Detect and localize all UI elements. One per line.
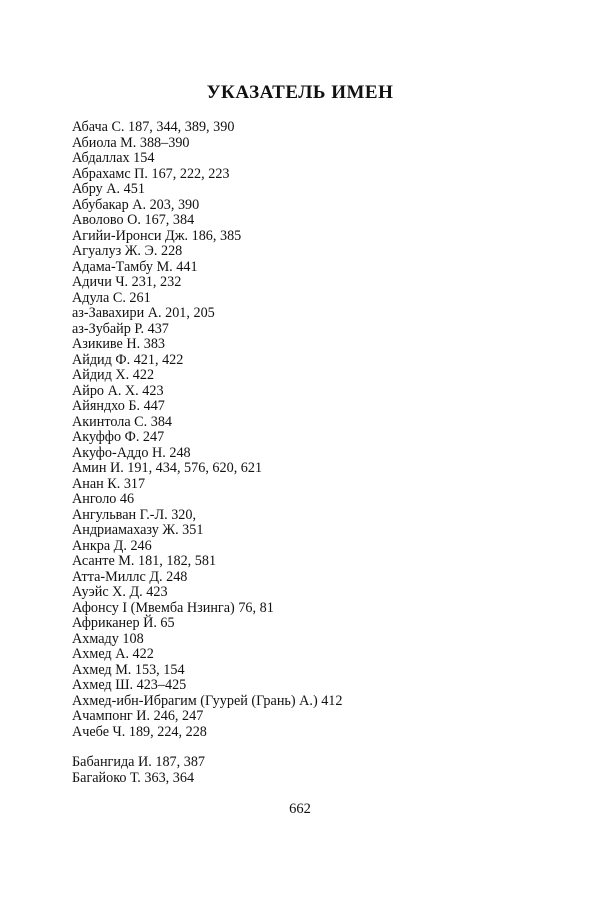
index-entry: Абру А. 451 — [72, 181, 145, 197]
index-entry: Аволово О. 167, 384 — [72, 212, 195, 228]
index-entry: Ахмед М. 153, 154 — [72, 661, 185, 678]
index-entry: Ахмед-ибн-Ибрагим (Гуурей (Грань) А.) 412 — [72, 692, 343, 709]
index-entry: Ачампонг И. 246, 247 — [72, 708, 204, 724]
index-entry: Акуфо-Аддо Н. 248 — [72, 444, 191, 461]
index-entry: Ачебе Ч. 189, 224, 228 — [72, 723, 207, 740]
index-entry: Ахмед Ш. 423–425 — [72, 677, 187, 693]
index-entry: Анкра Д. 246 — [72, 537, 152, 554]
index-entry: Айдид Ф. 421, 422 — [72, 351, 184, 368]
index-entry: Абубакар А. 203, 390 — [72, 196, 200, 213]
index-entry: аз-Завахири А. 201, 205 — [72, 305, 215, 321]
page-number: 662 — [289, 801, 311, 817]
index-entry: Асанте М. 181, 182, 581 — [72, 553, 217, 569]
index-entry: аз-Зубайр Р. 437 — [72, 320, 169, 337]
index-entry: Агуалуз Ж. Э. 228 — [72, 243, 183, 259]
index-entry: Абача С. 187, 344, 389, 390 — [72, 119, 235, 135]
index-entry: Андриамахазу Ж. 351 — [72, 522, 204, 538]
index-entry: Азикиве Н. 383 — [72, 336, 166, 352]
index-entry: Абиола М. 388–390 — [72, 134, 190, 151]
index-entries-b — [72, 755, 205, 786]
index-entry: Африканер Й. 65 — [72, 615, 175, 631]
index-entry: Айдид Х. 422 — [72, 367, 155, 383]
index-entry: Атта-Миллс Д. 248 — [72, 568, 188, 585]
index-entry: Абрахамс П. 167, 222, 223 — [72, 165, 230, 182]
index-entry: Акуффо Ф. 247 — [72, 429, 165, 445]
page-title: УКАЗАТЕЛЬ ИМЕН — [206, 82, 394, 103]
index-entry: Адула С. 261 — [72, 289, 151, 306]
index-entry: Бабангида И. 187, 387 — [72, 754, 206, 770]
index-entry: Багайоко Т. 363, 364 — [72, 769, 195, 786]
index-entry: Айро А. Х. 423 — [72, 382, 164, 399]
index-entry: Ангульван Г.-Л. 320, — [72, 506, 197, 523]
index-entry: Адичи Ч. 231, 232 — [72, 274, 182, 290]
index-entry: Агийи-Иронси Дж. 186, 385 — [72, 227, 242, 244]
index-entries-a — [72, 120, 343, 740]
index-entry: Абдаллах 154 — [72, 150, 155, 166]
index-entry: Ауэйс Х. Д. 423 — [72, 584, 168, 600]
index-entry: Ахмед А. 422 — [72, 646, 154, 662]
index-entry: Адама-Тамбу М. 441 — [72, 258, 198, 275]
index-entry: Амин И. 191, 434, 576, 620, 621 — [72, 460, 263, 476]
index-entry: Анан К. 317 — [72, 475, 146, 492]
index-entry: Афонсу I (Мвемба Нзинга) 76, 81 — [72, 599, 274, 616]
index-entry: Анголо 46 — [72, 491, 135, 507]
index-entry: Акинтола С. 384 — [72, 413, 173, 430]
index-entry: Айяндхо Б. 447 — [72, 398, 165, 414]
index-entry: Ахмаду 108 — [72, 630, 144, 647]
